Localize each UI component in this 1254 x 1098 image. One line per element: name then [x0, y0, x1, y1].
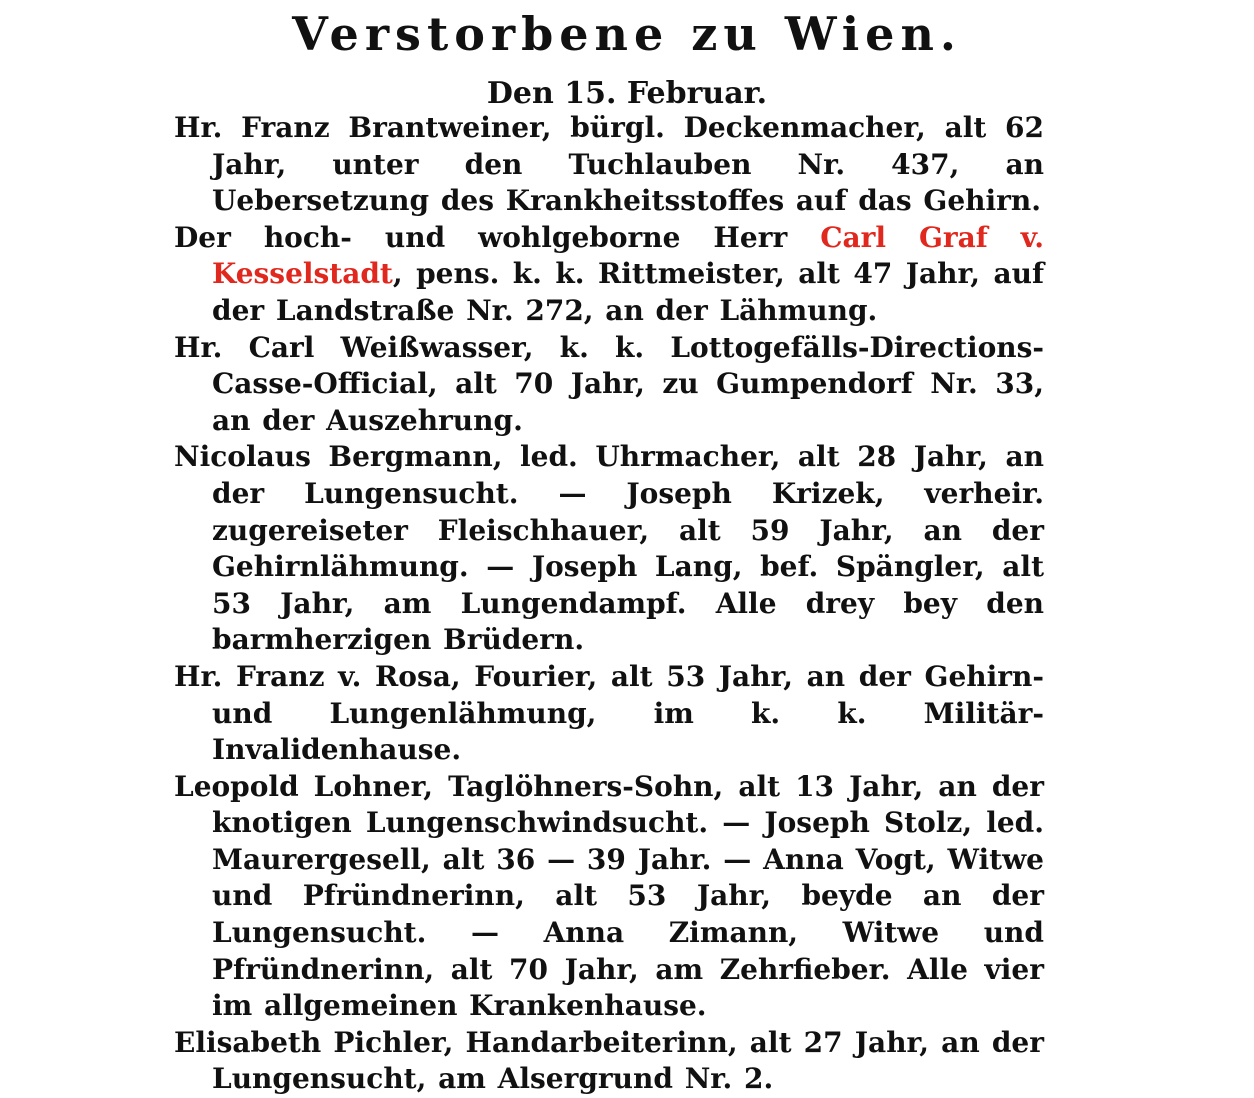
notice-entry-2-before: Der hoch- und wohlgeborne Herr	[174, 220, 821, 254]
notice-entry-6: Leopold Lohner, Taglöhners-Sohn, alt 13 Jahr, an der knotigen Lungenschwindsucht. — Joseph Stolz, led. Maurergesell, alt 36 — 39 Jahr. — Anna Vogt, Witwe und Pfründnerinn, alt 53 Jahr, beyde an der Lungensucht. — Anna Zimann, Witwe und Pfründnerinn, alt 70 Jahr, am Zehrfieber. Alle vier im allgemeinen Krankenhause.	[174, 769, 1044, 1023]
page-title: Verstorbene zu Wien.	[292, 7, 962, 61]
notice-entry-7: Elisabeth Pichler, Handarbeiterinn, alt 27 Jahr, an der Lungensucht, am Alsergrund Nr. 2.	[174, 1025, 1044, 1096]
notice-entry-5: Hr. Franz v. Rosa, Fourier, alt 53 Jahr, an der Gehirn- und Lungenlähmung, im k. k. Militär-Invalidenhause.	[174, 659, 1044, 767]
highlighted-name: Carl Graf v. Kesselstadt	[212, 220, 1044, 291]
notice-entry-3: Hr. Carl Weißwasser, k. k. Lottogefälls-Directions-Casse-Official, alt 70 Jahr, zu Gumpendorf Nr. 33, an der Auszehrung.	[174, 330, 1044, 437]
notice-entry-1: Hr. Franz Brantweiner, bürgl. Deckenmacher, alt 62 Jahr, unter den Tuchlauben Nr. 437, an Uebersetzung des Krankheitsstoffes auf das Gehirn.	[174, 111, 1044, 218]
notice-entry-2-after: , pens. k. k. Rittmeister, alt 47 Jahr, auf der Landstraße Nr. 272, an der Lähmung.	[212, 257, 1044, 327]
notice-entry-4: Nicolaus Bergmann, led. Uhrmacher, alt 28 Jahr, an der Lungensucht. — Joseph Krizek, verheir. zugereiseter Fleischhauer, alt 59 Jahr, an der Gehirnlähmung. — Joseph Lang, bef. Spängler, alt 53 Jahr, am Lungendampf. Alle drey bey den barmherzigen Brüdern.	[174, 440, 1044, 657]
death-notices	[174, 110, 1044, 1098]
date-heading: Den 15. Februar.	[486, 76, 768, 111]
notice-entry-2	[174, 220, 1044, 330]
